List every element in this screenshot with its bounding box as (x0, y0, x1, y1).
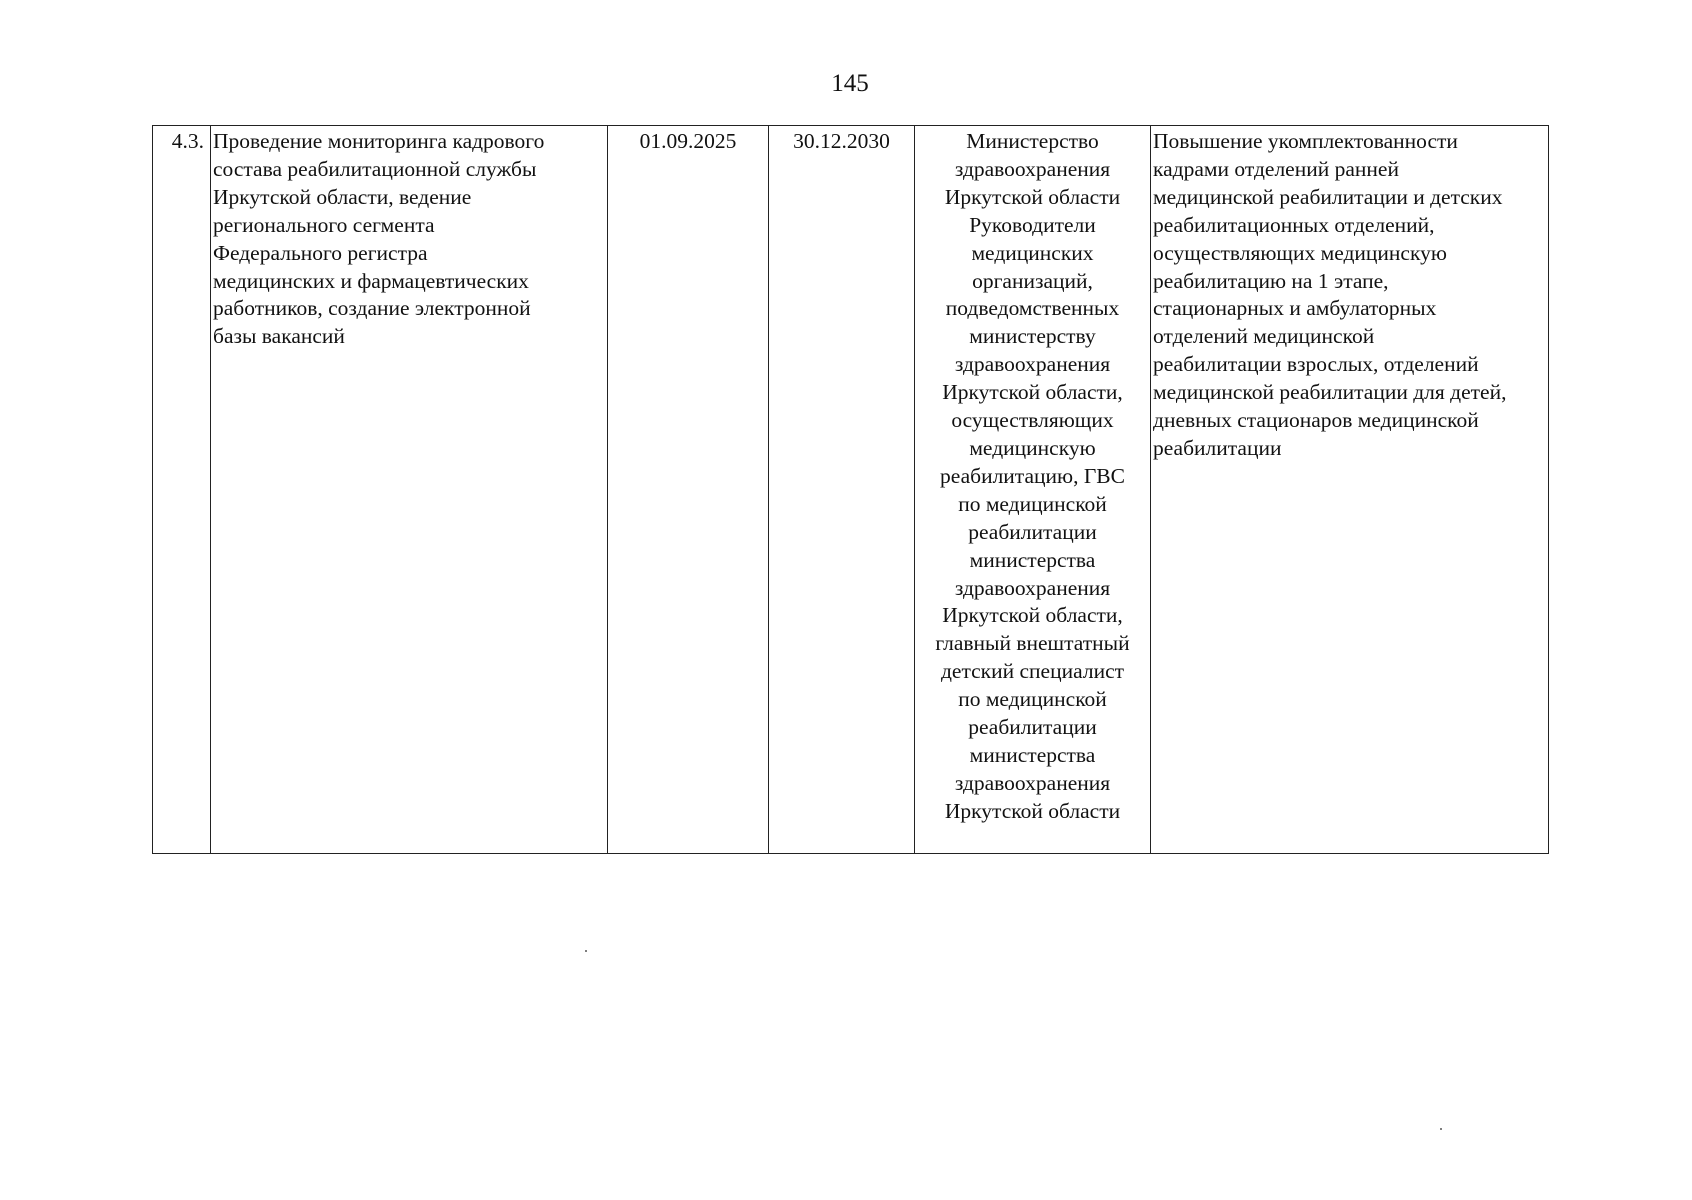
row-number-cell (153, 126, 211, 854)
scan-speck (1440, 1128, 1442, 1130)
scan-speck (585, 950, 587, 952)
end-date-cell (769, 126, 915, 854)
description-cell (211, 126, 608, 854)
start-date: 01.09.2025 (639, 129, 737, 153)
activity-description: Проведение мониторинга кадрового состава реабилитационной службы Иркутской области, ведение регионального сегмента Федерального регистра медицинских и фармацевтических работников, создание электронной базы вакансий (213, 129, 545, 349)
page-number: 145 (831, 70, 869, 97)
result-cell (1151, 126, 1549, 854)
row-number: 4.3. (171, 129, 204, 153)
expected-result: Повышение укомплектованности кадрами отделений ранней медицинской реабилитации и детских реабилитационных отделений, осуществляющих медицинскую реабилитацию на 1 этапе, стационарных и амбулаторных отделений медицинской реабилитации взрослых, отделений медицинской реабилитации для детей, дневных стационаров медицинской реабилитации (1153, 129, 1507, 460)
responsible-cell (915, 126, 1151, 854)
activity-table (152, 125, 1549, 854)
start-date-cell (608, 126, 769, 854)
table-row (153, 126, 1549, 854)
end-date: 30.12.2030 (793, 129, 890, 153)
responsible-executors: Министерство здравоохранения Иркутской области Руководители медицинских организаций, подведомственных министерству здравоохранения Иркутской области, осуществляющих медицинскую реабилитацию, ГВС по медицинской реабилитации министерства здравоохранения Иркутской области, главный внештатный детский специалист по медицинской реабилитации министерства здравоохранения Иркутской области (935, 129, 1130, 823)
